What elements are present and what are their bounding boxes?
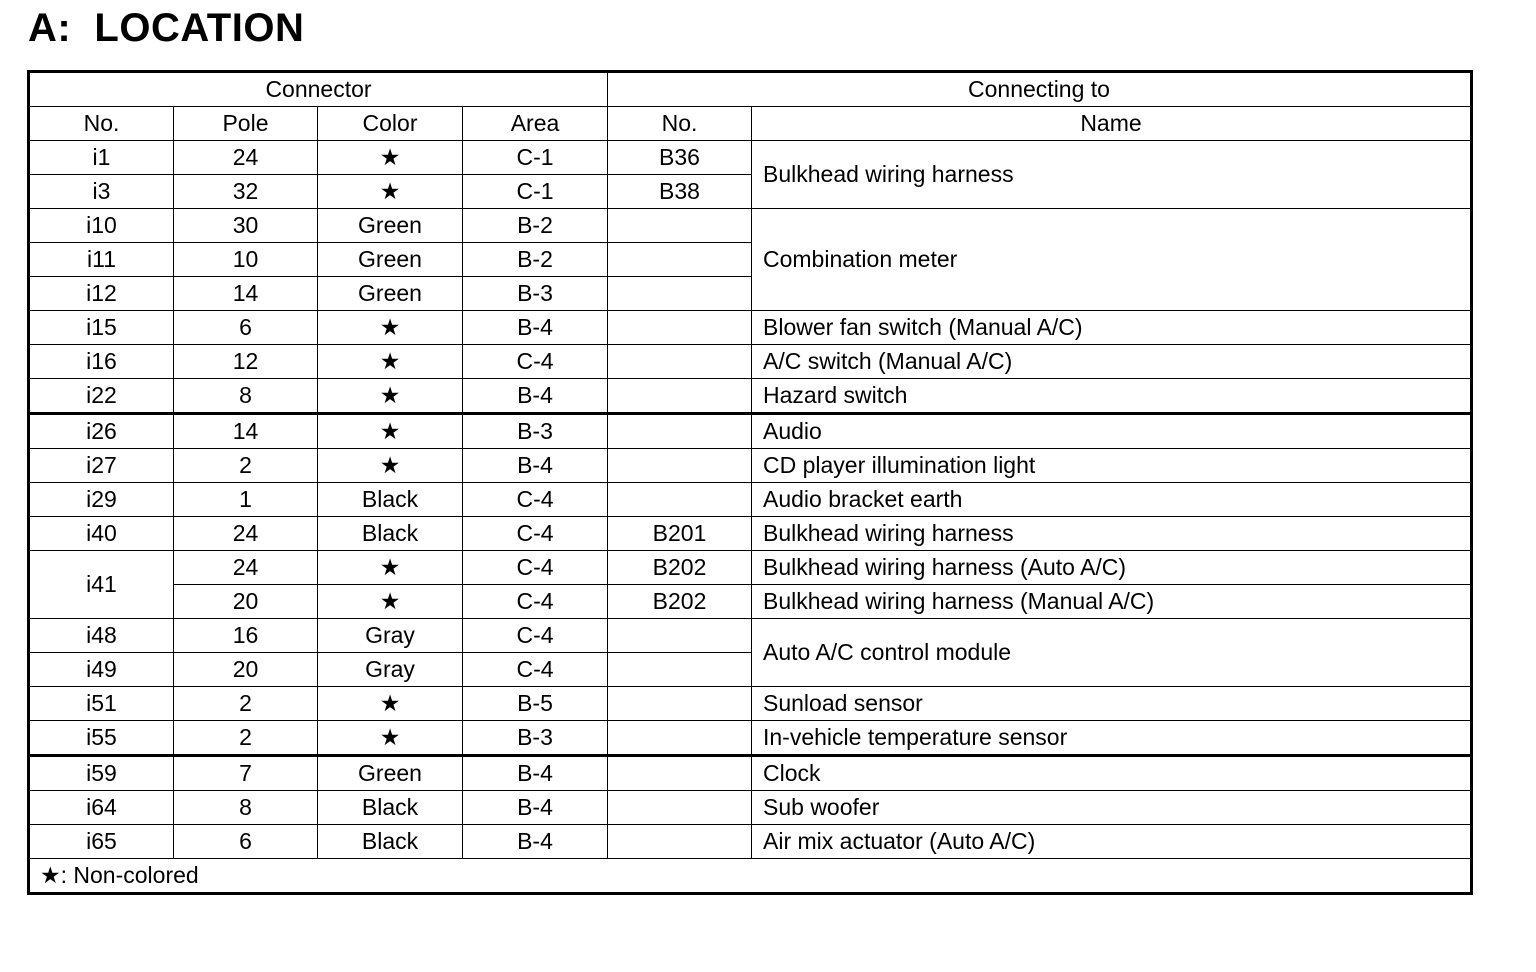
table-row — [29, 825, 1472, 859]
area-column-header: Area — [463, 107, 608, 141]
connector-no-cell: i15 — [29, 311, 174, 345]
connecting-no-cell — [608, 721, 752, 756]
connector-no-cell: i49 — [29, 653, 174, 687]
pole-cell: 24 — [174, 551, 318, 585]
pole-cell: 1 — [174, 483, 318, 517]
color-cell: ★ — [318, 379, 463, 414]
pole-cell: 24 — [174, 141, 318, 175]
connecting-name-cell: A/C switch (Manual A/C) — [752, 345, 1472, 379]
pole-cell: 20 — [174, 585, 318, 619]
pole-cell: 30 — [174, 209, 318, 243]
connecting-name-cell: Clock — [752, 756, 1472, 791]
color-cell: Black — [318, 791, 463, 825]
connector-no-cell: i55 — [29, 721, 174, 756]
color-column-header: Color — [318, 107, 463, 141]
connecting-name-cell: Blower fan switch (Manual A/C) — [752, 311, 1472, 345]
connector-no-cell: i11 — [29, 243, 174, 277]
connecting-name-cell: Bulkhead wiring harness — [752, 141, 1472, 209]
connector-no-cell: i41 — [29, 551, 174, 619]
connecting-no-cell — [608, 791, 752, 825]
connector-no-cell: i27 — [29, 449, 174, 483]
area-cell: B-3 — [463, 277, 608, 311]
connecting-no-cell — [608, 687, 752, 721]
pole-cell: 32 — [174, 175, 318, 209]
color-cell: Green — [318, 756, 463, 791]
connecting-no-cell — [608, 483, 752, 517]
location-table — [27, 70, 1473, 895]
connecting-no-cell: B202 — [608, 585, 752, 619]
pole-column-header: Pole — [174, 107, 318, 141]
table-row — [29, 483, 1472, 517]
connector-no-cell: i22 — [29, 379, 174, 414]
table-row — [29, 791, 1472, 825]
pole-cell: 2 — [174, 721, 318, 756]
connecting-no-cell — [608, 825, 752, 859]
area-cell: C-4 — [463, 585, 608, 619]
area-cell: C-1 — [463, 175, 608, 209]
footnote: ★: Non-colored — [29, 859, 1472, 894]
area-cell: B-4 — [463, 311, 608, 345]
connector-no-cell: i26 — [29, 414, 174, 449]
connecting-no-cell — [608, 311, 752, 345]
color-cell: ★ — [318, 311, 463, 345]
table-row — [29, 141, 1472, 175]
connector-no-cell: i51 — [29, 687, 174, 721]
pole-cell: 12 — [174, 345, 318, 379]
pole-cell: 2 — [174, 687, 318, 721]
table-row — [29, 379, 1472, 414]
area-cell: B-5 — [463, 687, 608, 721]
connector-no-cell: i29 — [29, 483, 174, 517]
pole-cell: 24 — [174, 517, 318, 551]
area-cell: B-4 — [463, 756, 608, 791]
color-cell: ★ — [318, 345, 463, 379]
no-column-header: No. — [29, 107, 174, 141]
connecting-name-cell: Bulkhead wiring harness (Auto A/C) — [752, 551, 1472, 585]
area-cell: B-3 — [463, 721, 608, 756]
table-row — [29, 414, 1472, 449]
connecting-name-cell: Air mix actuator (Auto A/C) — [752, 825, 1472, 859]
connecting-no-cell — [608, 379, 752, 414]
area-cell: B-2 — [463, 243, 608, 277]
table-row — [29, 551, 1472, 585]
color-cell: ★ — [318, 551, 463, 585]
area-cell: C-4 — [463, 345, 608, 379]
connecting-no-cell — [608, 209, 752, 243]
connecting-no-cell — [608, 414, 752, 449]
area-cell: B-4 — [463, 791, 608, 825]
area-cell: C-4 — [463, 551, 608, 585]
connecting-no-cell — [608, 653, 752, 687]
area-cell: B-3 — [463, 414, 608, 449]
area-cell: C-4 — [463, 653, 608, 687]
color-cell: Black — [318, 825, 463, 859]
pole-cell: 14 — [174, 414, 318, 449]
pole-cell: 2 — [174, 449, 318, 483]
area-cell: C-4 — [463, 517, 608, 551]
pole-cell: 16 — [174, 619, 318, 653]
color-cell: ★ — [318, 585, 463, 619]
connecting-name-cell: Hazard switch — [752, 379, 1472, 414]
color-cell: ★ — [318, 414, 463, 449]
connecting-to-group-header: Connecting to — [608, 72, 1472, 107]
connecting-no-cell: B38 — [608, 175, 752, 209]
connector-no-cell: i64 — [29, 791, 174, 825]
connecting-name-cell: Bulkhead wiring harness (Manual A/C) — [752, 585, 1472, 619]
color-cell: Black — [318, 483, 463, 517]
area-cell: B-4 — [463, 825, 608, 859]
connecting-name-cell: CD player illumination light — [752, 449, 1472, 483]
table-row — [29, 345, 1472, 379]
connector-no-cell: i1 — [29, 141, 174, 175]
color-cell: Green — [318, 243, 463, 277]
connecting-no-cell — [608, 277, 752, 311]
pole-cell: 6 — [174, 311, 318, 345]
table-row — [29, 687, 1472, 721]
location-table-container — [27, 70, 1470, 895]
color-cell: Green — [318, 209, 463, 243]
table-row — [29, 721, 1472, 756]
table-row — [29, 311, 1472, 345]
color-cell: ★ — [318, 687, 463, 721]
connecting-no-cell — [608, 243, 752, 277]
area-cell: C-1 — [463, 141, 608, 175]
name-column-header: Name — [752, 107, 1472, 141]
color-cell: ★ — [318, 175, 463, 209]
table-row — [29, 756, 1472, 791]
pole-cell: 10 — [174, 243, 318, 277]
connector-no-cell: i12 — [29, 277, 174, 311]
connector-no-cell: i40 — [29, 517, 174, 551]
area-cell: C-4 — [463, 619, 608, 653]
color-cell: Black — [318, 517, 463, 551]
pole-cell: 7 — [174, 756, 318, 791]
connector-no-cell: i16 — [29, 345, 174, 379]
connecting-name-cell: Bulkhead wiring harness — [752, 517, 1472, 551]
table-row — [29, 517, 1472, 551]
area-cell: C-4 — [463, 483, 608, 517]
connecting-name-cell: Auto A/C control module — [752, 619, 1472, 687]
group-header-row — [29, 72, 1472, 107]
connector-no-cell: i65 — [29, 825, 174, 859]
connector-no-cell: i3 — [29, 175, 174, 209]
connecting-name-cell: Combination meter — [752, 209, 1472, 311]
color-cell: Gray — [318, 653, 463, 687]
pole-cell: 8 — [174, 791, 318, 825]
color-cell: ★ — [318, 141, 463, 175]
connecting-name-cell: In-vehicle temperature sensor — [752, 721, 1472, 756]
area-cell: B-4 — [463, 379, 608, 414]
pole-cell: 14 — [174, 277, 318, 311]
connecting-no-cell: B202 — [608, 551, 752, 585]
connecting-no-cell: B36 — [608, 141, 752, 175]
connecting-no-cell: B201 — [608, 517, 752, 551]
table-row — [29, 449, 1472, 483]
color-cell: Green — [318, 277, 463, 311]
connector-no-cell: i48 — [29, 619, 174, 653]
footnote-row — [29, 859, 1472, 894]
connecting-no-column-header: No. — [608, 107, 752, 141]
color-cell: ★ — [318, 721, 463, 756]
connecting-name-cell: Audio — [752, 414, 1472, 449]
area-cell: B-2 — [463, 209, 608, 243]
connector-no-cell: i10 — [29, 209, 174, 243]
pole-cell: 20 — [174, 653, 318, 687]
connecting-no-cell — [608, 449, 752, 483]
column-header-row — [29, 107, 1472, 141]
table-row — [29, 585, 1472, 619]
page-title: A: LOCATION — [28, 6, 305, 50]
connecting-name-cell: Audio bracket earth — [752, 483, 1472, 517]
pole-cell: 8 — [174, 379, 318, 414]
connector-no-cell: i59 — [29, 756, 174, 791]
color-cell: ★ — [318, 449, 463, 483]
connecting-no-cell — [608, 345, 752, 379]
table-row — [29, 209, 1472, 243]
connector-group-header: Connector — [29, 72, 608, 107]
connecting-name-cell: Sub woofer — [752, 791, 1472, 825]
table-row — [29, 619, 1472, 653]
area-cell: B-4 — [463, 449, 608, 483]
pole-cell: 6 — [174, 825, 318, 859]
color-cell: Gray — [318, 619, 463, 653]
connecting-name-cell: Sunload sensor — [752, 687, 1472, 721]
connecting-no-cell — [608, 619, 752, 653]
connecting-no-cell — [608, 756, 752, 791]
